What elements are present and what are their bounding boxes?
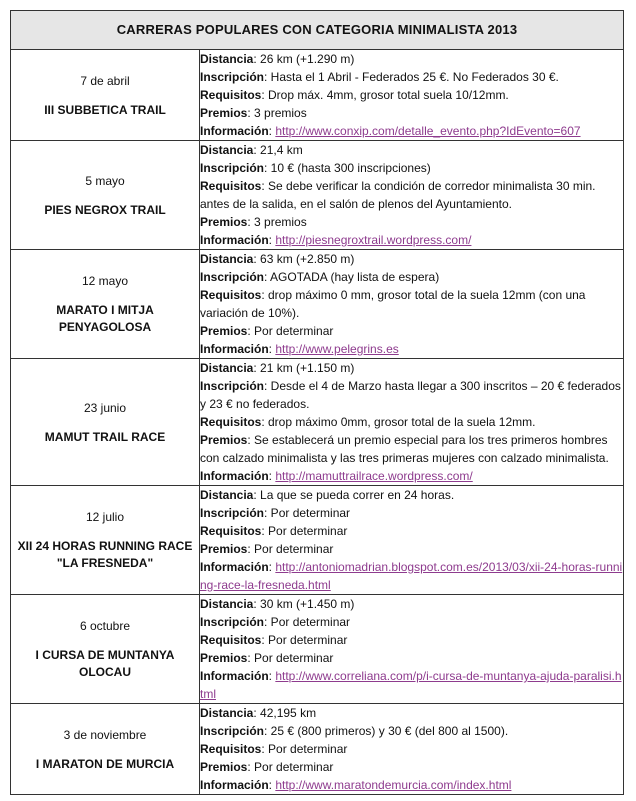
distancia-line: [200, 250, 623, 268]
race-date: 12 julio: [85, 510, 125, 524]
distancia-label: Distancia: [200, 143, 254, 157]
premios-line: [200, 104, 623, 122]
races-table: [10, 10, 624, 795]
inscripcion-value: : Por determinar: [264, 615, 351, 629]
race-name: MARATO I MITJA PENYAGOLOSA: [56, 303, 154, 334]
premios-label: Premios: [200, 215, 248, 229]
distancia-label: Distancia: [200, 706, 254, 720]
race-row: [11, 595, 624, 704]
premios-label: Premios: [200, 651, 248, 665]
inscripcion-value: : 25 € (800 primeros) y 30 € (del 800 al 1500).: [264, 724, 509, 738]
requisitos-label: Requisitos: [200, 742, 262, 756]
requisitos-line: [200, 286, 623, 322]
informacion-separator: :: [268, 469, 276, 483]
table-header-row: [11, 11, 624, 50]
requisitos-value: : Por determinar: [261, 742, 348, 756]
race-row: [11, 704, 624, 795]
race-details-cell: [200, 359, 624, 486]
distancia-value: : 30 km (+1.450 m): [253, 597, 355, 611]
race-details-cell: [200, 704, 624, 795]
premios-value: : Por determinar: [247, 542, 334, 556]
requisitos-label: Requisitos: [200, 415, 262, 429]
premios-line: [200, 758, 623, 776]
requisitos-line: [200, 631, 623, 649]
informacion-label: Información: [200, 669, 269, 683]
race-info-link[interactable]: http://www.conxip.com/detalle_evento.php?IdEvento=607: [275, 124, 581, 138]
race-summary-cell: [11, 250, 200, 359]
premios-line: [200, 540, 623, 558]
premios-value: : Por determinar: [247, 651, 334, 665]
premios-line: [200, 322, 623, 340]
race-name: I MARATON DE MURCIA: [35, 756, 175, 771]
inscripcion-value: : Hasta el 1 Abril - Federados 25 €. No Federados 30 €.: [264, 70, 559, 84]
distancia-line: [200, 704, 623, 722]
race-info-link[interactable]: http://www.pelegrins.es: [275, 342, 399, 356]
informacion-label: Información: [200, 124, 269, 138]
informacion-line: [200, 776, 623, 794]
table-title: CARRERAS POPULARES CON CATEGORIA MINIMALISTA 2013: [11, 11, 624, 50]
informacion-separator: :: [268, 560, 276, 574]
distancia-line: [200, 595, 623, 613]
requisitos-value: : drop máximo 0 mm, grosor total de la suela 12mm (con una variación de 10%).: [200, 288, 586, 320]
premios-label: Premios: [200, 760, 248, 774]
race-row: [11, 50, 624, 141]
informacion-separator: :: [268, 669, 276, 683]
requisitos-label: Requisitos: [200, 633, 262, 647]
requisitos-value: : Drop máx. 4mm, grosor total suela 10/12mm.: [261, 88, 509, 102]
inscripcion-line: [200, 722, 623, 740]
race-info-link[interactable]: http://www.correliana.com/p/i-cursa-de-muntanya-ajuda-paralisi.html: [200, 669, 622, 701]
inscripcion-label: Inscripción: [200, 270, 265, 284]
inscripcion-line: [200, 68, 623, 86]
informacion-label: Información: [200, 778, 269, 792]
distancia-label: Distancia: [200, 252, 254, 266]
informacion-line: [200, 231, 623, 249]
race-date: 12 mayo: [81, 274, 129, 288]
race-date: 5 mayo: [85, 173, 125, 188]
race-date: 7 de abril: [80, 73, 130, 88]
requisitos-line: [200, 522, 623, 540]
race-row: [11, 141, 624, 250]
distancia-value: : 21,4 km: [253, 143, 303, 157]
distancia-label: Distancia: [200, 597, 254, 611]
requisitos-label: Requisitos: [200, 288, 262, 302]
race-info-link[interactable]: http://mamuttrailrace.wordpress.com/: [275, 469, 473, 483]
race-date: 3 de noviembre: [63, 727, 147, 742]
inscripcion-label: Inscripción: [200, 70, 265, 84]
distancia-line: [200, 486, 623, 504]
race-info-link[interactable]: http://piesnegroxtrail.wordpress.com/: [275, 233, 472, 247]
inscripcion-line: [200, 613, 623, 631]
race-details-cell: [200, 141, 624, 250]
requisitos-line: [200, 413, 623, 431]
race-name: I CURSA DE MUNTANYA OLOCAU: [35, 648, 175, 679]
race-details-cell: [200, 250, 624, 359]
premios-line: [200, 213, 623, 231]
distancia-label: Distancia: [200, 488, 254, 502]
race-summary-cell: [11, 141, 200, 250]
race-row: [11, 486, 624, 595]
race-details-cell: [200, 50, 624, 141]
distancia-value: : 63 km (+2.850 m): [253, 252, 355, 266]
requisitos-line: [200, 177, 623, 213]
race-summary-cell: [11, 50, 200, 141]
informacion-label: Información: [200, 233, 269, 247]
informacion-line: [200, 340, 623, 358]
informacion-separator: :: [268, 778, 276, 792]
race-summary-cell: [11, 359, 200, 486]
inscripcion-line: [200, 159, 623, 177]
premios-value: : Se establecerá un premio especial para los tres primeros hombres con calzado minimalista y las tres primeras mujeres con calzado minimalista.: [200, 433, 609, 465]
inscripcion-line: [200, 268, 623, 286]
inscripcion-label: Inscripción: [200, 615, 265, 629]
informacion-label: Información: [200, 469, 269, 483]
premios-value: : Por determinar: [247, 760, 334, 774]
race-details-cell: [200, 595, 624, 704]
inscripcion-value: : Desde el 4 de Marzo hasta llegar a 300 inscritos – 20 € federados y 23 € no federados.: [200, 379, 621, 411]
requisitos-line: [200, 86, 623, 104]
distancia-label: Distancia: [200, 361, 254, 375]
inscripcion-label: Inscripción: [200, 161, 265, 175]
race-date: 23 junio: [83, 400, 127, 415]
requisitos-label: Requisitos: [200, 524, 262, 538]
inscripcion-label: Inscripción: [200, 379, 265, 393]
race-row: [11, 250, 624, 359]
race-name: PIES NEGROX TRAIL: [44, 202, 166, 217]
informacion-line: [200, 558, 623, 594]
inscripcion-line: [200, 504, 623, 522]
premios-value: : 3 premios: [247, 106, 307, 120]
informacion-separator: :: [268, 124, 276, 138]
race-name: MAMUT TRAIL RACE: [44, 429, 166, 444]
requisitos-value: : drop máximo 0mm, grosor total de la suela 12mm.: [261, 415, 536, 429]
requisitos-value: : Se debe verificar la condición de corredor minimalista 30 min. antes de la salida, en el salón de plenos del Ayuntamiento.: [200, 179, 596, 211]
informacion-separator: :: [268, 233, 276, 247]
distancia-value: : 42,195 km: [253, 706, 317, 720]
race-summary-cell: [11, 595, 200, 704]
races-table-body: [11, 50, 624, 795]
race-info-link[interactable]: http://www.maratondemurcia.com/index.html: [275, 778, 512, 792]
premios-label: Premios: [200, 433, 248, 447]
race-summary-cell: [11, 704, 200, 795]
inscripcion-label: Inscripción: [200, 506, 265, 520]
race-name: XII 24 HORAS RUNNING RACE "LA FRESNEDA": [17, 539, 193, 570]
distancia-value: : 21 km (+1.150 m): [253, 361, 355, 375]
requisitos-line: [200, 740, 623, 758]
race-summary-cell: [11, 486, 200, 595]
informacion-line: [200, 122, 623, 140]
premios-value: : Por determinar: [247, 324, 334, 338]
inscripcion-value: : Por determinar: [264, 506, 351, 520]
race-row: [11, 359, 624, 486]
informacion-line: [200, 467, 623, 485]
inscripcion-label: Inscripción: [200, 724, 265, 738]
inscripcion-value: : 10 € (hasta 300 inscripciones): [264, 161, 431, 175]
premios-value: : 3 premios: [247, 215, 307, 229]
premios-label: Premios: [200, 106, 248, 120]
informacion-line: [200, 667, 623, 703]
informacion-label: Información: [200, 560, 269, 574]
premios-label: Premios: [200, 324, 248, 338]
requisitos-label: Requisitos: [200, 179, 262, 193]
race-date: 6 octubre: [79, 619, 131, 633]
race-info-link[interactable]: http://antoniomadrian.blogspot.com.es/2013/03/xii-24-horas-running-race-la-fresneda.html: [200, 560, 623, 592]
distancia-value: : La que se pueda correr en 24 horas.: [253, 488, 455, 502]
race-details-cell: [200, 486, 624, 595]
requisitos-value: : Por determinar: [261, 633, 348, 647]
distancia-value: : 26 km (+1.290 m): [253, 52, 355, 66]
premios-line: [200, 649, 623, 667]
distancia-label: Distancia: [200, 52, 254, 66]
distancia-line: [200, 359, 623, 377]
inscripcion-value: : AGOTADA (hay lista de espera): [264, 270, 440, 284]
distancia-line: [200, 141, 623, 159]
informacion-separator: :: [268, 342, 276, 356]
premios-label: Premios: [200, 542, 248, 556]
premios-line: [200, 431, 623, 467]
requisitos-value: : Por determinar: [261, 524, 348, 538]
requisitos-label: Requisitos: [200, 88, 262, 102]
informacion-label: Información: [200, 342, 269, 356]
inscripcion-line: [200, 377, 623, 413]
race-name: III SUBBETICA TRAIL: [44, 102, 166, 117]
distancia-line: [200, 50, 623, 68]
